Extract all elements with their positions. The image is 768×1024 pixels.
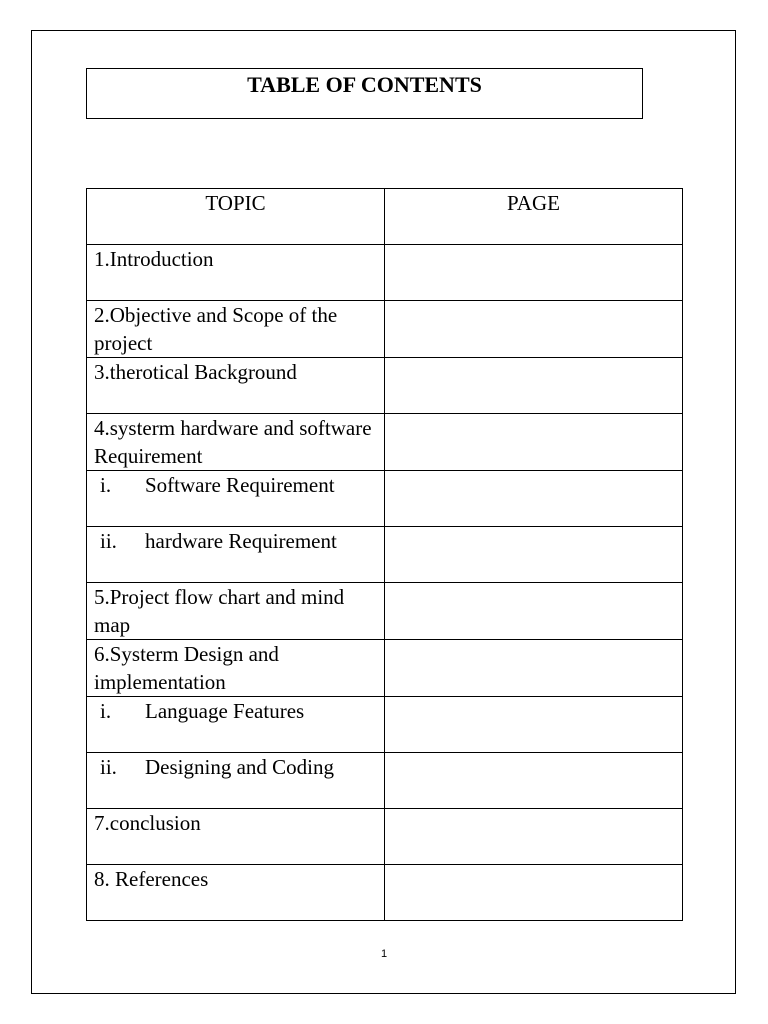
table-row <box>87 865 683 921</box>
page-number: 1 <box>380 948 388 960</box>
page-cell <box>385 583 683 640</box>
document-title: TABLE OF CONTENTS <box>247 72 482 97</box>
header-topic: TOPIC <box>87 189 385 245</box>
toc-table <box>86 188 683 921</box>
sub-item-number: i. <box>100 699 112 723</box>
title-box <box>86 68 643 119</box>
page-cell <box>385 809 683 865</box>
page-cell <box>385 865 683 921</box>
page-cell <box>385 301 683 358</box>
page-cell <box>385 245 683 301</box>
table-row <box>87 414 683 471</box>
topic-cell: 8. References <box>87 865 385 921</box>
sub-item-label: Software Requirement <box>145 473 335 497</box>
table-row <box>87 809 683 865</box>
topic-cell: 2.Objective and Scope of the project <box>87 301 385 358</box>
topic-cell: 7.conclusion <box>87 809 385 865</box>
table-row <box>87 471 683 527</box>
table-row <box>87 583 683 640</box>
table-row <box>87 245 683 301</box>
sub-item-number: ii. <box>100 529 117 553</box>
sub-item-label: Designing and Coding <box>145 755 334 779</box>
page-cell <box>385 640 683 697</box>
sub-item-label: Language Features <box>145 699 305 723</box>
page-cell <box>385 471 683 527</box>
table-row <box>87 753 683 809</box>
table-row <box>87 527 683 583</box>
topic-cell-sub <box>87 527 385 583</box>
table-row <box>87 301 683 358</box>
toc-body <box>87 245 683 921</box>
page-cell <box>385 527 683 583</box>
topic-cell: 3.therotical Background <box>87 358 385 414</box>
page-cell <box>385 753 683 809</box>
page-cell <box>385 358 683 414</box>
table-header-row <box>87 189 683 245</box>
sub-item-number: ii. <box>100 755 117 779</box>
table-row <box>87 358 683 414</box>
topic-cell: 5.Project flow chart and mind map <box>87 583 385 640</box>
topic-cell: 6.Systerm Design and implementation <box>87 640 385 697</box>
page-cell <box>385 697 683 753</box>
topic-cell: 1.Introduction <box>87 245 385 301</box>
sub-item-number: i. <box>100 473 112 497</box>
topic-cell-sub <box>87 471 385 527</box>
topic-cell: 4.systerm hardware and software Requirement <box>87 414 385 471</box>
header-page: PAGE <box>385 189 683 245</box>
topic-cell-sub <box>87 753 385 809</box>
sub-item-label: hardware Requirement <box>145 529 337 553</box>
topic-cell-sub <box>87 697 385 753</box>
table-row <box>87 697 683 753</box>
table-row <box>87 640 683 697</box>
page-cell <box>385 414 683 471</box>
